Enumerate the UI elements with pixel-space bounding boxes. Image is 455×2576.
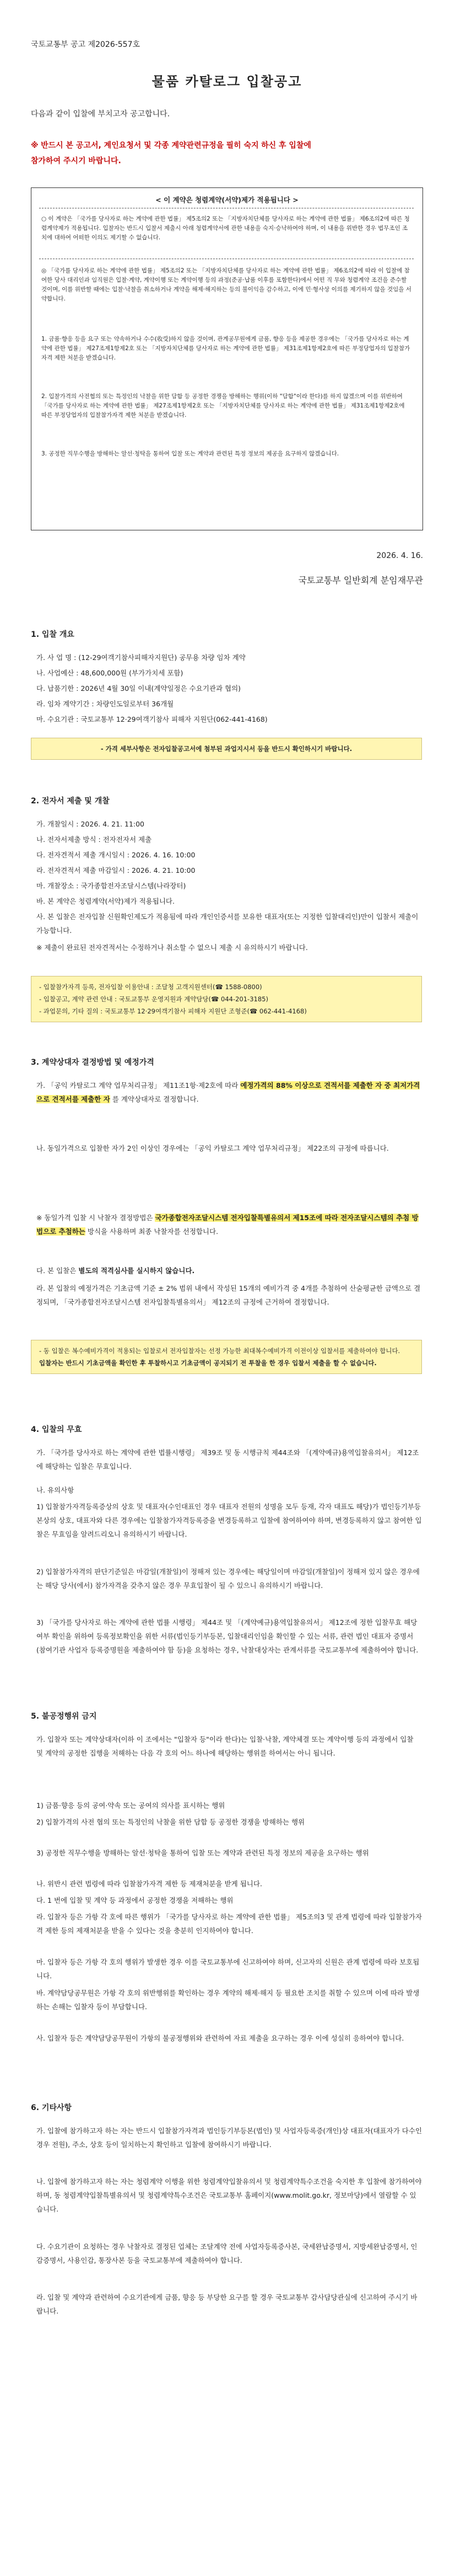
list-item: 나. 입찰에 참가하고자 하는 자는 청렴계약 이행을 위한 청렴계약입찰유의서 및 청렴계약특수조건을 숙지한 후 입찰에 참가하여야 하며, 동 청렴계약입찰특별유의서 및 청렴계약특수조건은 국토교통부 홈페이지(www.molit.go.kr, 정보마당)에서 열람할 수 있습니다. xyxy=(36,2177,422,2213)
contact-inquiry: - 과업문의, 기타 질의 : 국토교통부 12·29여객기참사 피해자 지원단 조형준(☎ 062-441-4168) xyxy=(39,1007,307,1015)
overview-note: - 가격 세부사항은 전자입찰공고서에 첨부된 과업지시서 등을 반드시 확인하시기 바랍니다. xyxy=(31,738,422,760)
list-item: 나. 전자서제출 방식 : 전자전자서 제출 xyxy=(36,835,152,844)
integrity-paragraph-1: ○ 이 계약은 「국가를 당사자로 하는 계약에 관한 법률」 제5조의2 또는 「지방자치단체를 당사자로 하는 계약에 관한 법률」 제6조의2에 따른 청렴계약제가 적용됩니다. 입찰자는 반드시 입찰서 제출시 아래 청렴계약서에 관한 내용을 숙지·승낙하여야 하며, 이 내용을 위반한 경우 법무조인 조치에 대하여 어떠한 이의도 제기할 수 없습니다. xyxy=(41,216,410,241)
warning-notice xyxy=(31,138,423,169)
contact-note-box xyxy=(31,976,422,1022)
integrity-paragraph-5: 3. 공정한 직무수행을 방해하는 알선·청탁을 통하여 입찰 또는 계약과 관련된 특정 정보의 제공을 요구하지 않겠습니다. xyxy=(41,450,339,457)
invalid-caution-2: 2) 입찰참가자격의 판단기준일은 마감일(개찰일)이 정해져 있는 경우에는 해당일이며 마감일(개찰일)이 정해져 있지 않은 경우에는 해당 당사(에서) 참가자격을 갖추지 않은 경우 무효입찰이 될 수 있으니 유의하시기 바랍니다. xyxy=(36,1568,420,1590)
list-item: 라. 입찰자 등은 가항 각 호에 따른 행위가 「국가를 당사자로 하는 계약에 관한 법률」 제5조의3 및 관계 법령에 따라 입찰참가자격 제한 등의 제재처분을 받을 수 있다는 것을 충분히 인지하여야 합니다. xyxy=(36,1913,422,1935)
invalid-caution-1: 1) 입찰참가자격등록증상의 상호 및 대표자(수인대표인 경우 대표자 전원의 성명을 모두 등재, 각자 대표도 해당)가 법인등기부등본상의 상호, 대표자와 다른 경우에는 입찰참가자격등록증을 변경등록하고 입찰에 참여하여야 하며, 변경등록하지 않고 참여한 입찰은 무효임을 알려드리오니 유의하시기 바랍니다. xyxy=(36,1502,422,1538)
contact-registration: - 입찰참가자격 등록, 전자입찰 이용안내 : 조달청 고객지원센터(☎ 1588-0800) xyxy=(39,983,262,991)
award-rule-2: 나. 동일가격으로 입찰한 자가 2인 이상인 경우에는 「공익 카탈로그 계약 업무처리규정」 제22조의 규정에 따릅니다. xyxy=(36,1144,389,1152)
section-title-unfair: 5. 불공정행위 금지 xyxy=(31,1712,97,1721)
section-title-invalid: 4. 입찰의 무효 xyxy=(31,1425,82,1434)
integrity-paragraph-2: ◎ 「국가를 당사자로 하는 계약에 관한 법률」 제5조의2 또는 「지방자치단체를 당사자로 하는 계약에 관한 법률」 제6조의2에 따라 이 입찰에 참여한 당사 대리인과 임직원은 입찰·계약, 계약이행 또는 계약이행 등의 과정(준공·납품 이후를 포함한다)에서 어떤 직 무와 청렴계약 조건을 준수할 것이며, 이를 위반할 때에는 입찰·낙찰을 취소하거나 계약을 해제·해지하는 등의 불이익을 감수하고, 이에 민·형사상 이의를 제기하지 않을 것임을 서약합니다. xyxy=(41,267,411,302)
list-item: 1) 금품·향응 등의 공여·약속 또는 공여의 의사를 표시하는 행위 xyxy=(36,1801,225,1810)
award-rule-3 xyxy=(36,1264,422,1278)
list-item: 다. 전자견적서 제출 개시일시 : 2026. 4. 16. 10:00 xyxy=(36,851,196,859)
notice-date: 2026. 4. 16. xyxy=(376,551,423,560)
invalid-caution-heading: 나. 유의사항 xyxy=(36,1486,74,1494)
section-title-award: 3. 계약상대자 결정방법 및 예정가격 xyxy=(31,1058,154,1067)
warning-text-mid: 필히 숙지 xyxy=(226,141,259,150)
integrity-paragraph-4: 2. 입찰가격의 사전협의 또는 특정인의 낙찰을 위한 담합 등 공정한 경쟁을 방해하는 행위(이하 "담합"이라 한다)를 하지 않겠으며 이를 위반하여 「국가를 당사자로 하는 계약에 관한 법률」 제27조제1항제2호 또는 「지방자치단체를 당사자로 하는 계약에 관한 법률」 제31조제1항제2호에 따른 부정당업자의 입찰참가자격 제한 처분을 받겠습니다. xyxy=(41,393,405,418)
list-item: 마. 수요기관 : 국토교통부 12·29여객기참사 피해자 지원단(062-441-4168) xyxy=(36,715,268,723)
list-item: 가. 개찰일시 : 2026. 4. 21. 11:00 xyxy=(36,820,145,828)
warning-text-pre: 반드시 본 공고서, 계인요청서 및 각종 계약관련규정을 xyxy=(41,141,224,150)
warning-text-post: 하신 후 입찰에 xyxy=(261,141,311,150)
list-item: 바. 계약담당공무원은 가항 각 호의 위반행위를 확인하는 경우 계약의 해제·해지 등 필요한 조치를 취할 수 있으며 이에 따라 발생하는 손해는 입찰자 등이 부담합니다. xyxy=(36,1989,420,2011)
list-item: 3) 공정한 직무수행을 방해하는 알선·청탁을 통하여 입찰 또는 계약과 관련된 특정 정보의 제공을 요구하는 행위 xyxy=(36,1849,369,1857)
award-rule-3-bold: 별도의 적격심사를 실시하지 않습니다. xyxy=(78,1266,195,1275)
award-rule-1-post: 를 계약상대자로 결정합니다. xyxy=(112,1095,199,1103)
list-item: 2) 입찰가격의 사전 협의 또는 특정인의 낙찰을 위한 담합 등 공정한 경쟁을 방해하는 행위 xyxy=(36,1818,305,1826)
section-title-overview: 1. 입찰 개요 xyxy=(31,630,74,639)
signer: 국토교통부 일반회계 분임재무관 xyxy=(298,575,423,586)
list-item: 가. 입찰에 참가하고자 하는 자는 반드시 입찰참가자격과 법인등기부등본(법인) 및 사업자등록증(개인)상 대표자(대표자가 다수인 경우 전원), 주소, 상호 등이 일치하는지 확인하고 입찰에 참여하시기 바랍니다. xyxy=(36,2127,422,2149)
list-item: 사. 입찰자 등은 계약담당공무원이 가항의 불공정행위와 관련하여 자료 제출을 요구하는 경우 이에 성실히 응하여야 합니다. xyxy=(36,2034,404,2042)
list-item: 마. 입찰자 등은 가항 각 호의 행위가 발생한 경우 이를 국토교통부에 신고하여야 하며, 신고자의 신원은 관계 법령에 따라 보호됩니다. xyxy=(36,1958,420,1980)
award-tie-note-pre: ※ 동일가격 입찰 시 낙찰자 결정방법은 xyxy=(36,1214,153,1222)
warning-mark: ※ xyxy=(31,141,39,150)
page-title: 물품 카탈로그 입찰공고 xyxy=(151,73,302,89)
list-item: 라. 입찰 및 계약과 관련하여 수요기관에게 금품, 향응 등 부당한 요구를 할 경우 국토교통부 감사담당관실에 신고하여 주시기 바랍니다. xyxy=(36,2293,418,2315)
integrity-contract-box xyxy=(31,187,423,530)
integrity-paragraph-3: 1. 금품·향응 등을 요구 또는 약속하거나 수수(收受)하지 않을 것이며, 관계공무원에게 금품, 향응 등을 제공한 경우에는 「국가를 당사자로 하는 계약에 관한 법률」 제27조제1항제2호 또는 「지방자치단체를 당사자로 하는 계약에 관한 법률」 제31조제1항제2호에 따른 부정당업자의 입찰참가자격 제한 처분을 받겠습니다. xyxy=(41,336,410,361)
list-item: 바. 본 계약은 청렴계약(서약)제가 적용됩니다. xyxy=(36,897,175,905)
list-item: 가. 사 업 명 : (12-29여객기참사피해자지원단) 공무용 차량 임차 계약 xyxy=(36,653,246,662)
list-item: 다. 수요기관이 요청하는 경우 낙찰자로 결정된 업체는 조달계약 전에 사업자등록증사본, 국세완납증명서, 지방세완납증명서, 인감증명서, 사용인감, 통장사본 등을 국토교통부에 제출하여야 합니다. xyxy=(36,2242,418,2264)
award-tie-note-post: 방식을 사용하며 최종 낙찰자를 선정합니다. xyxy=(87,1227,219,1236)
unfair-rule-intro: 가. 입찰자 또는 계약상대자(이하 이 조에서는 "입찰자 등"이라 한다)는 입찰·낙찰, 계약체결 또는 계약이행 등의 과정에서 입찰 및 계약의 공정한 집행을 저해하는 다음 각 호의 어느 하나에 해당하는 행위를 하여서는 아니 됩니다. xyxy=(36,1735,414,1757)
list-item: ※ 제출이 완료된 전자견적서는 수정하거나 취소할 수 없으니 제출 시 유의하시기 바랍니다. xyxy=(36,943,308,952)
award-rule-4: 라. 본 입찰의 예정가격은 기초금액 기준 ± 2% 범위 내에서 작성된 15개의 예비가격 중 4개를 추첨하여 산술평균한 금액으로 결정되며, 「국가종합전자조달시스템 전자입찰특별유의서」 제12조의 규정에 근거하여 결정합니다. xyxy=(36,1284,421,1306)
section-title-misc: 6. 기타사항 xyxy=(31,2103,72,2112)
award-rule-1 xyxy=(36,1078,422,1106)
list-item: 라. 전자견적서 제출 마감일시 : 2026. 4. 21. 10:00 xyxy=(36,866,196,874)
intro-text: 다음과 같이 입찰에 부치고자 공고합니다. xyxy=(31,110,170,119)
list-item: 다. 납품기한 : 2026년 4월 30일 이내(계약일정은 수요기관과 협의) xyxy=(36,684,241,693)
multiple-price-note-1: - 동 입찰은 복수예비가격이 적용되는 입찰로서 전자입찰자는 선정 가능한 최대복수예비가격 이전이상 입찰서를 제출하여야 합니다. xyxy=(39,1347,400,1355)
award-tie-note xyxy=(36,1211,422,1238)
list-item: 마. 개찰장소 : 국가종합전자조달시스템(나라장터) xyxy=(36,882,186,890)
award-tie-note-highlight: 국가종합전자조달시스템 전자입찰특별유의서 제15조에 따라 전자조달시스템의 추첨 방법으로 추첨하는 xyxy=(36,1214,419,1236)
contact-contract: - 입찰공고, 계약 관련 안내 : 국토교통부 운영지원과 계약담당(☎ 044-201-3185) xyxy=(39,995,268,1003)
award-rule-1-pre: 가. 「공익 카탈로그 계약 업무처리규정」 제11조1항·제2호에 따라 xyxy=(36,1081,239,1090)
award-rule-1-highlight: 예정가격의 88% 이상으로 견적서를 제출한 자 중 최저가격으로 견적서를 제출한 자 xyxy=(36,1081,420,1103)
list-item: 사. 본 입찰은 전자입찰 신원확인제도가 적용됨에 따라 개인인증서를 보유한 대표자(또는 지정한 입찰대리인)만이 입찰서 제출이 가능합니다. xyxy=(36,913,419,935)
invalid-rule-1: 가. 「국가를 당사자로 하는 계약에 관한 법률시행령」 제39조 및 동 시행규칙 제44조와 「(계약예규)용역입찰유의서」 제12조에 해당하는 입찰은 무효입니다. xyxy=(36,1448,419,1471)
multiple-price-note xyxy=(31,1340,422,1374)
award-rule-3-pre: 다. 본 입찰은 xyxy=(36,1266,77,1275)
section-title-submission: 2. 전자서 제출 및 개찰 xyxy=(31,797,110,806)
invalid-caution-3: 3) 「국가를 당사자로 하는 계약에 관한 법률 시행령」 제44조 및 「(계약예규)용역입찰유의서」 제12조에 정한 입찰무효 해당여부 확인을 위하여 등록정보확인을 위한 서류(법인등기부등본, 입찰대리인임을 확인할 수 있는 서류, 관련 법인 대표자 증명서(참여기관 사업자 등록증명원을 제출하여야 함 등)을 요청하는 경우, 낙찰대상자는 관계서류를 국토교통부에 제출하여야 합니다. xyxy=(36,1618,419,1654)
list-item: 다. 1 번에 입찰 및 계약 등 과정에서 공정한 경쟁을 저해하는 행위 xyxy=(36,1896,234,1904)
notice-number: 국토교통부 공고 제2026-557호 xyxy=(31,40,140,49)
multiple-price-note-2: 입찰자는 반드시 기초금액을 확인한 후 투찰하시고 기초금액이 공지되기 전 투찰을 한 경우 입찰서 제출을 할 수 없습니다. xyxy=(39,1359,377,1367)
list-item: 나. 위반시 관련 법령에 따라 입찰참가자격 제한 등 제재처분을 받게 됩니다. xyxy=(36,1880,262,1888)
integrity-box-heading: < 이 계약은 청렴계약(서약)제가 적용됩니다 > xyxy=(155,196,299,204)
list-item: 나. 사업예산 : 48,600,000원 (부가가치세 포함) xyxy=(36,669,183,677)
list-item: 라. 임차 계약기간 : 차량인도일로부터 36개월 xyxy=(36,700,174,708)
warning-text-line2: 참가하여 주시기 바랍니다. xyxy=(31,157,121,165)
